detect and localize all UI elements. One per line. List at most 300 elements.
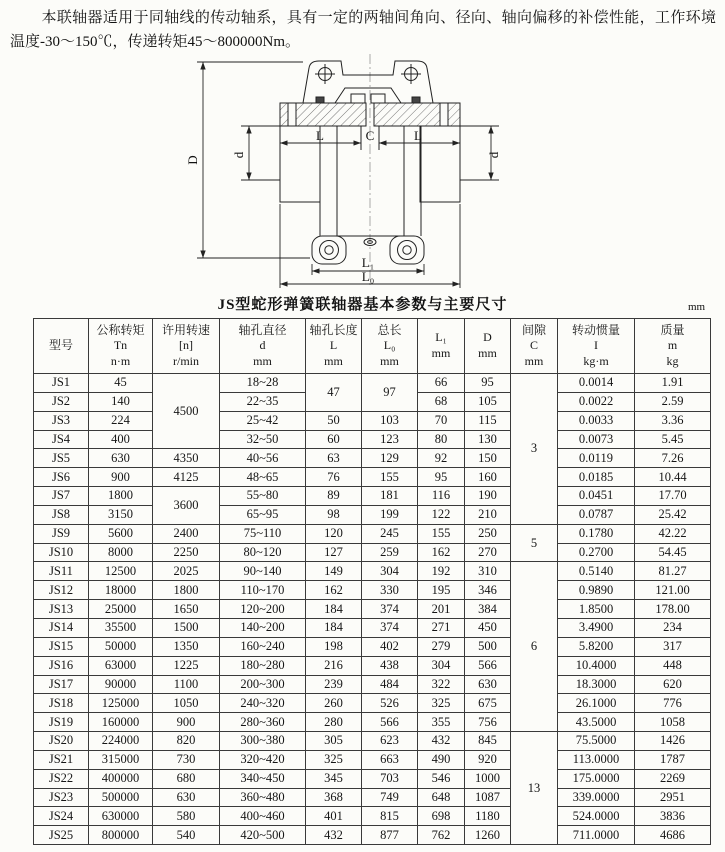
table-cell: 432 xyxy=(306,826,362,845)
spec-table xyxy=(33,318,711,845)
table-cell: 749 xyxy=(362,788,418,807)
table-cell: JS4 xyxy=(34,430,89,449)
table-cell: 1426 xyxy=(635,732,711,751)
column-header-line: 间隙 xyxy=(521,322,546,337)
table-cell: 1.91 xyxy=(635,374,711,393)
table-cell: 566 xyxy=(465,656,511,675)
dim-label-L0: L₀ xyxy=(361,269,375,284)
table-cell: 3600 xyxy=(153,487,220,525)
table-cell: 12500 xyxy=(89,562,153,581)
column-header xyxy=(362,319,418,374)
table-cell: 310 xyxy=(465,562,511,581)
table-cell: 0.0185 xyxy=(558,468,635,487)
column-header-line: mm xyxy=(478,346,497,360)
dim-label-L-left: L xyxy=(316,128,324,143)
table-cell: 271 xyxy=(418,618,465,637)
table-row xyxy=(34,826,711,845)
table-cell: 127 xyxy=(306,543,362,562)
table-cell: 322 xyxy=(418,675,465,694)
table-cell: 820 xyxy=(153,732,220,751)
table-row xyxy=(34,807,711,826)
table-cell: 339.0000 xyxy=(558,788,635,807)
table-row xyxy=(34,713,711,732)
header-row xyxy=(34,319,711,374)
column-header-line: 许用转速 xyxy=(161,322,210,337)
table-cell: 224 xyxy=(89,411,153,430)
table-cell: 55~80 xyxy=(220,487,306,506)
table-cell: 0.0119 xyxy=(558,449,635,468)
table-cell: 300~380 xyxy=(220,732,306,751)
table-cell: 70 xyxy=(418,411,465,430)
table-cell: 0.9890 xyxy=(558,581,635,600)
table-cell: 0.0451 xyxy=(558,487,635,506)
table-cell: 1087 xyxy=(465,788,511,807)
table-row xyxy=(34,769,711,788)
table-cell: 420~500 xyxy=(220,826,306,845)
hub-left xyxy=(280,126,320,202)
bolt-mark-left xyxy=(316,97,324,103)
table-cell: JS6 xyxy=(34,468,89,487)
table-cell: 845 xyxy=(465,732,511,751)
table-cell: 63000 xyxy=(89,656,153,675)
column-header xyxy=(465,319,511,374)
column-header-line: r/min xyxy=(173,353,199,368)
column-header-line: mm xyxy=(524,353,544,368)
table-cell: 160000 xyxy=(89,713,153,732)
table-cell: JS7 xyxy=(34,487,89,506)
table-row xyxy=(34,694,711,713)
table-cell: JS5 xyxy=(34,449,89,468)
table-cell: 45 xyxy=(89,374,153,393)
table-cell: 304 xyxy=(362,562,418,581)
table-row xyxy=(34,505,711,524)
table-cell: 4500 xyxy=(153,374,220,449)
table-cell: 1050 xyxy=(153,694,220,713)
table-cell: 3.36 xyxy=(635,411,711,430)
table-cell: 315000 xyxy=(89,750,153,769)
table-cell: 1650 xyxy=(153,600,220,619)
dim-label-L1: L₁ xyxy=(361,255,375,270)
table-cell: 6 xyxy=(511,562,558,732)
table-row xyxy=(34,487,711,506)
table-row xyxy=(34,430,711,449)
table-cell: 181 xyxy=(362,487,418,506)
column-header-line: C xyxy=(529,338,538,353)
table-cell: 162 xyxy=(418,543,465,562)
table-row xyxy=(34,750,711,769)
table-cell: 438 xyxy=(362,656,418,675)
table-cell: 540 xyxy=(153,826,220,845)
table-cell: 175.0000 xyxy=(558,769,635,788)
table-cell: 1500 xyxy=(153,618,220,637)
column-header-line: 总长 xyxy=(377,322,402,337)
column-header-line: 轴孔直径 xyxy=(238,322,287,337)
table-cell: 4350 xyxy=(153,449,220,468)
table-cell: JS13 xyxy=(34,600,89,619)
column-header xyxy=(153,319,220,374)
column-header-line: 轴孔长度 xyxy=(309,322,358,337)
table-cell: 484 xyxy=(362,675,418,694)
table-cell: 0.0022 xyxy=(558,392,635,411)
table-cell: 65~95 xyxy=(220,505,306,524)
table-cell: 346 xyxy=(465,581,511,600)
table-title: JS型蛇形弹簧联轴器基本参数与主要尺寸 xyxy=(217,297,508,313)
table-cell: 304 xyxy=(418,656,465,675)
table-cell: JS8 xyxy=(34,505,89,524)
dim-label-d-right: d xyxy=(486,151,501,159)
table-cell: 120 xyxy=(306,524,362,543)
table-row xyxy=(34,618,711,637)
column-header-line: 质量 xyxy=(660,322,685,337)
table-cell: JS10 xyxy=(34,543,89,562)
table-cell: 526 xyxy=(362,694,418,713)
table-cell: 25000 xyxy=(89,600,153,619)
hub-right xyxy=(420,126,460,202)
table-row xyxy=(34,581,711,600)
table-cell: 116 xyxy=(418,487,465,506)
table-cell: 630 xyxy=(153,788,220,807)
table-cell: 1350 xyxy=(153,637,220,656)
table-cell: 680 xyxy=(153,769,220,788)
table-cell: JS12 xyxy=(34,581,89,600)
table-cell: 0.0787 xyxy=(558,505,635,524)
dim-label-D: D xyxy=(185,155,200,165)
column-header-line: 公称转矩 xyxy=(96,322,145,337)
table-cell: 216 xyxy=(306,656,362,675)
table-cell: 400~460 xyxy=(220,807,306,826)
table-cell: 13 xyxy=(511,732,558,845)
table-cell: 121.00 xyxy=(635,581,711,600)
table-cell: 180~280 xyxy=(220,656,306,675)
table-cell: 3 xyxy=(511,374,558,525)
table-cell: 448 xyxy=(635,656,711,675)
table-cell: 877 xyxy=(362,826,418,845)
column-header xyxy=(34,319,89,374)
table-cell: 5.8200 xyxy=(558,637,635,656)
table-cell: 3150 xyxy=(89,505,153,524)
column-header-line: 转动惯量 xyxy=(571,322,620,337)
table-cell: 149 xyxy=(306,562,362,581)
table-cell: 81.27 xyxy=(635,562,711,581)
table-cell: 150 xyxy=(465,449,511,468)
table-cell: JS20 xyxy=(34,732,89,751)
table-cell: 374 xyxy=(362,600,418,619)
table-cell: 566 xyxy=(362,713,418,732)
table-cell: 0.0073 xyxy=(558,430,635,449)
table-unit-note: mm xyxy=(688,301,706,313)
table-cell: 140 xyxy=(89,392,153,411)
dim-label-C: C xyxy=(365,128,375,143)
table-cell: 355 xyxy=(418,713,465,732)
table-cell: 280 xyxy=(306,713,362,732)
table-cell: 42.22 xyxy=(635,524,711,543)
table-cell: 8000 xyxy=(89,543,153,562)
table-cell: 89 xyxy=(306,487,362,506)
table-cell: 18000 xyxy=(89,581,153,600)
dim-label-d-left: d xyxy=(231,151,246,159)
table-cell: 432 xyxy=(418,732,465,751)
table-cell: 402 xyxy=(362,637,418,656)
table-cell: 60 xyxy=(306,430,362,449)
table-cell: 2025 xyxy=(153,562,220,581)
column-header-line: m xyxy=(667,338,678,353)
column-header-line: kg·m xyxy=(583,353,609,368)
table-cell: 360~480 xyxy=(220,788,306,807)
table-cell: 2951 xyxy=(635,788,711,807)
table-cell: 190 xyxy=(465,487,511,506)
table-cell: 2269 xyxy=(635,769,711,788)
table-cell: 48~65 xyxy=(220,468,306,487)
bolt-left xyxy=(320,241,339,260)
table-cell: JS9 xyxy=(34,524,89,543)
table-cell: 54.45 xyxy=(635,543,711,562)
table-cell: 0.5140 xyxy=(558,562,635,581)
table-cell: 368 xyxy=(306,788,362,807)
table-cell: 330 xyxy=(362,581,418,600)
table-cell: 1000 xyxy=(465,769,511,788)
table-cell: JS25 xyxy=(34,826,89,845)
table-cell: 1100 xyxy=(153,675,220,694)
table-cell: 22~35 xyxy=(220,392,306,411)
table-cell: 524.0000 xyxy=(558,807,635,826)
table-cell: JS18 xyxy=(34,694,89,713)
column-header xyxy=(511,319,558,374)
table-row xyxy=(34,411,711,430)
spec-table-body xyxy=(34,374,711,845)
table-cell: 90~140 xyxy=(220,562,306,581)
table-cell: 199 xyxy=(362,505,418,524)
table-cell: 115 xyxy=(465,411,511,430)
table-cell: 1800 xyxy=(153,581,220,600)
column-header-line: [n] xyxy=(179,338,193,353)
table-cell: 580 xyxy=(153,807,220,826)
table-cell: JS14 xyxy=(34,618,89,637)
table-cell: 450 xyxy=(465,618,511,637)
coupling-body xyxy=(280,54,460,288)
spring-cover xyxy=(335,88,401,103)
table-cell: 178.00 xyxy=(635,600,711,619)
column-header-line: mm xyxy=(324,353,343,368)
table-cell: 80 xyxy=(418,430,465,449)
table-cell: 201 xyxy=(418,600,465,619)
table-cell: 1.8500 xyxy=(558,600,635,619)
table-cell: 698 xyxy=(418,807,465,826)
table-cell: 800000 xyxy=(89,826,153,845)
table-cell: 776 xyxy=(635,694,711,713)
table-row xyxy=(34,374,711,393)
spec-table-head xyxy=(34,319,711,374)
table-cell: 80~120 xyxy=(220,543,306,562)
table-cell: 1058 xyxy=(635,713,711,732)
table-cell: 198 xyxy=(306,637,362,656)
table-cell: 325 xyxy=(418,694,465,713)
table-cell: JS16 xyxy=(34,656,89,675)
table-cell: 68 xyxy=(418,392,465,411)
table-cell: 66 xyxy=(418,374,465,393)
table-cell: JS2 xyxy=(34,392,89,411)
table-cell: 340~450 xyxy=(220,769,306,788)
table-cell: 1800 xyxy=(89,487,153,506)
table-cell: 184 xyxy=(306,600,362,619)
table-cell: 43.5000 xyxy=(558,713,635,732)
column-header-line: n·m xyxy=(110,353,131,368)
table-cell: 10.4000 xyxy=(558,656,635,675)
column-header-line: L₀ xyxy=(383,338,396,353)
table-cell: 280~360 xyxy=(220,713,306,732)
table-cell: 920 xyxy=(465,750,511,769)
table-cell: 2.59 xyxy=(635,392,711,411)
table-cell: 250 xyxy=(465,524,511,543)
table-cell: 75~110 xyxy=(220,524,306,543)
column-header xyxy=(89,319,153,374)
table-cell: 240~320 xyxy=(220,694,306,713)
column-header xyxy=(306,319,362,374)
table-cell: 400000 xyxy=(89,769,153,788)
table-cell: 0.0014 xyxy=(558,374,635,393)
table-cell: 675 xyxy=(465,694,511,713)
bolt-mark-right xyxy=(412,97,420,103)
intro-paragraph: 本联轴器适用于同轴线的传动轴系，具有一定的两轴间角向、径向、轴向偏移的补偿性能，工作环境温度-30～150℃，传递转矩45～800000Nm。 xyxy=(10,10,716,50)
table-cell: 245 xyxy=(362,524,418,543)
table-cell: 5600 xyxy=(89,524,153,543)
table-row xyxy=(34,600,711,619)
table-cell: 500000 xyxy=(89,788,153,807)
column-header-line: kg xyxy=(666,353,679,368)
table-cell: 92 xyxy=(418,449,465,468)
column-header-line: I xyxy=(594,338,598,353)
column-header-line: mm xyxy=(253,353,272,368)
table-cell: 98 xyxy=(306,505,362,524)
table-cell: 97 xyxy=(362,374,418,412)
table-cell: 50 xyxy=(306,411,362,430)
table-cell: 103 xyxy=(362,411,418,430)
table-cell: 155 xyxy=(418,524,465,543)
table-cell: 47 xyxy=(306,374,362,412)
column-header-line: 型号 xyxy=(48,338,73,353)
column-header xyxy=(558,319,635,374)
table-cell: 32~50 xyxy=(220,430,306,449)
coupling-drawing-svg xyxy=(185,52,545,290)
table-cell: 5 xyxy=(511,524,558,562)
table-cell: JS21 xyxy=(34,750,89,769)
column-header-line: mm xyxy=(380,353,399,368)
table-cell: 18~28 xyxy=(220,374,306,393)
table-cell: 200~300 xyxy=(220,675,306,694)
table-cell: 762 xyxy=(418,826,465,845)
table-cell: 756 xyxy=(465,713,511,732)
table-cell: 25~42 xyxy=(220,411,306,430)
table-cell: 125000 xyxy=(89,694,153,713)
table-cell: 195 xyxy=(418,581,465,600)
table-cell: 546 xyxy=(418,769,465,788)
table-cell: 17.70 xyxy=(635,487,711,506)
table-cell: 50000 xyxy=(89,637,153,656)
table-row xyxy=(34,732,711,751)
table-cell: 123 xyxy=(362,430,418,449)
table-cell: 162 xyxy=(306,581,362,600)
table-cell: 95 xyxy=(465,374,511,393)
table-cell: 325 xyxy=(306,750,362,769)
table-cell: 7.26 xyxy=(635,449,711,468)
table-cell: 224000 xyxy=(89,732,153,751)
table-cell: 374 xyxy=(362,618,418,637)
table-cell: 10.44 xyxy=(635,468,711,487)
table-cell: 239 xyxy=(306,675,362,694)
table-cell: 2250 xyxy=(153,543,220,562)
table-cell: 279 xyxy=(418,637,465,656)
table-cell: 317 xyxy=(635,637,711,656)
table-row xyxy=(34,656,711,675)
table-cell: 18.3000 xyxy=(558,675,635,694)
bolt-right xyxy=(398,241,417,260)
table-row xyxy=(34,675,711,694)
table-cell: 129 xyxy=(362,449,418,468)
table-cell: 234 xyxy=(635,618,711,637)
table-cell: 711.0000 xyxy=(558,826,635,845)
column-header-line: mm xyxy=(431,346,451,360)
table-cell: 76 xyxy=(306,468,362,487)
table-cell: 210 xyxy=(465,505,511,524)
table-cell: 630 xyxy=(89,449,153,468)
column-header xyxy=(418,319,465,374)
table-cell: 35500 xyxy=(89,618,153,637)
column-header-line: L xyxy=(329,338,338,353)
table-cell: 105 xyxy=(465,392,511,411)
table-cell: 140~200 xyxy=(220,618,306,637)
table-cell: 730 xyxy=(153,750,220,769)
table-cell: 5.45 xyxy=(635,430,711,449)
table-cell: 345 xyxy=(306,769,362,788)
table-cell: 259 xyxy=(362,543,418,562)
table-row xyxy=(34,524,711,543)
table-cell: JS23 xyxy=(34,788,89,807)
table-cell: 703 xyxy=(362,769,418,788)
table-cell: JS11 xyxy=(34,562,89,581)
table-cell: JS17 xyxy=(34,675,89,694)
table-row xyxy=(34,449,711,468)
table-cell: 3836 xyxy=(635,807,711,826)
table-row xyxy=(34,788,711,807)
table-cell: 620 xyxy=(635,675,711,694)
table-cell: 663 xyxy=(362,750,418,769)
table-cell: 1260 xyxy=(465,826,511,845)
table-cell: JS3 xyxy=(34,411,89,430)
table-cell: 260 xyxy=(306,694,362,713)
table-cell: 400 xyxy=(89,430,153,449)
table-cell: JS15 xyxy=(34,637,89,656)
table-cell: 192 xyxy=(418,562,465,581)
table-cell: 160~240 xyxy=(220,637,306,656)
table-cell: 40~56 xyxy=(220,449,306,468)
table-cell: 4686 xyxy=(635,826,711,845)
table-cell: 900 xyxy=(153,713,220,732)
coupling-technical-drawing xyxy=(185,52,545,290)
table-row xyxy=(34,562,711,581)
column-header-line: d xyxy=(259,338,266,353)
column-header-line: L₁ xyxy=(435,330,447,345)
table-cell: 401 xyxy=(306,807,362,826)
table-cell: 2400 xyxy=(153,524,220,543)
table-cell: 122 xyxy=(418,505,465,524)
table-cell: JS22 xyxy=(34,769,89,788)
table-cell: 630000 xyxy=(89,807,153,826)
table-cell: 3.4900 xyxy=(558,618,635,637)
table-cell: 113.0000 xyxy=(558,750,635,769)
table-cell: 75.5000 xyxy=(558,732,635,751)
table-row xyxy=(34,468,711,487)
table-cell: 623 xyxy=(362,732,418,751)
table-cell: 155 xyxy=(362,468,418,487)
